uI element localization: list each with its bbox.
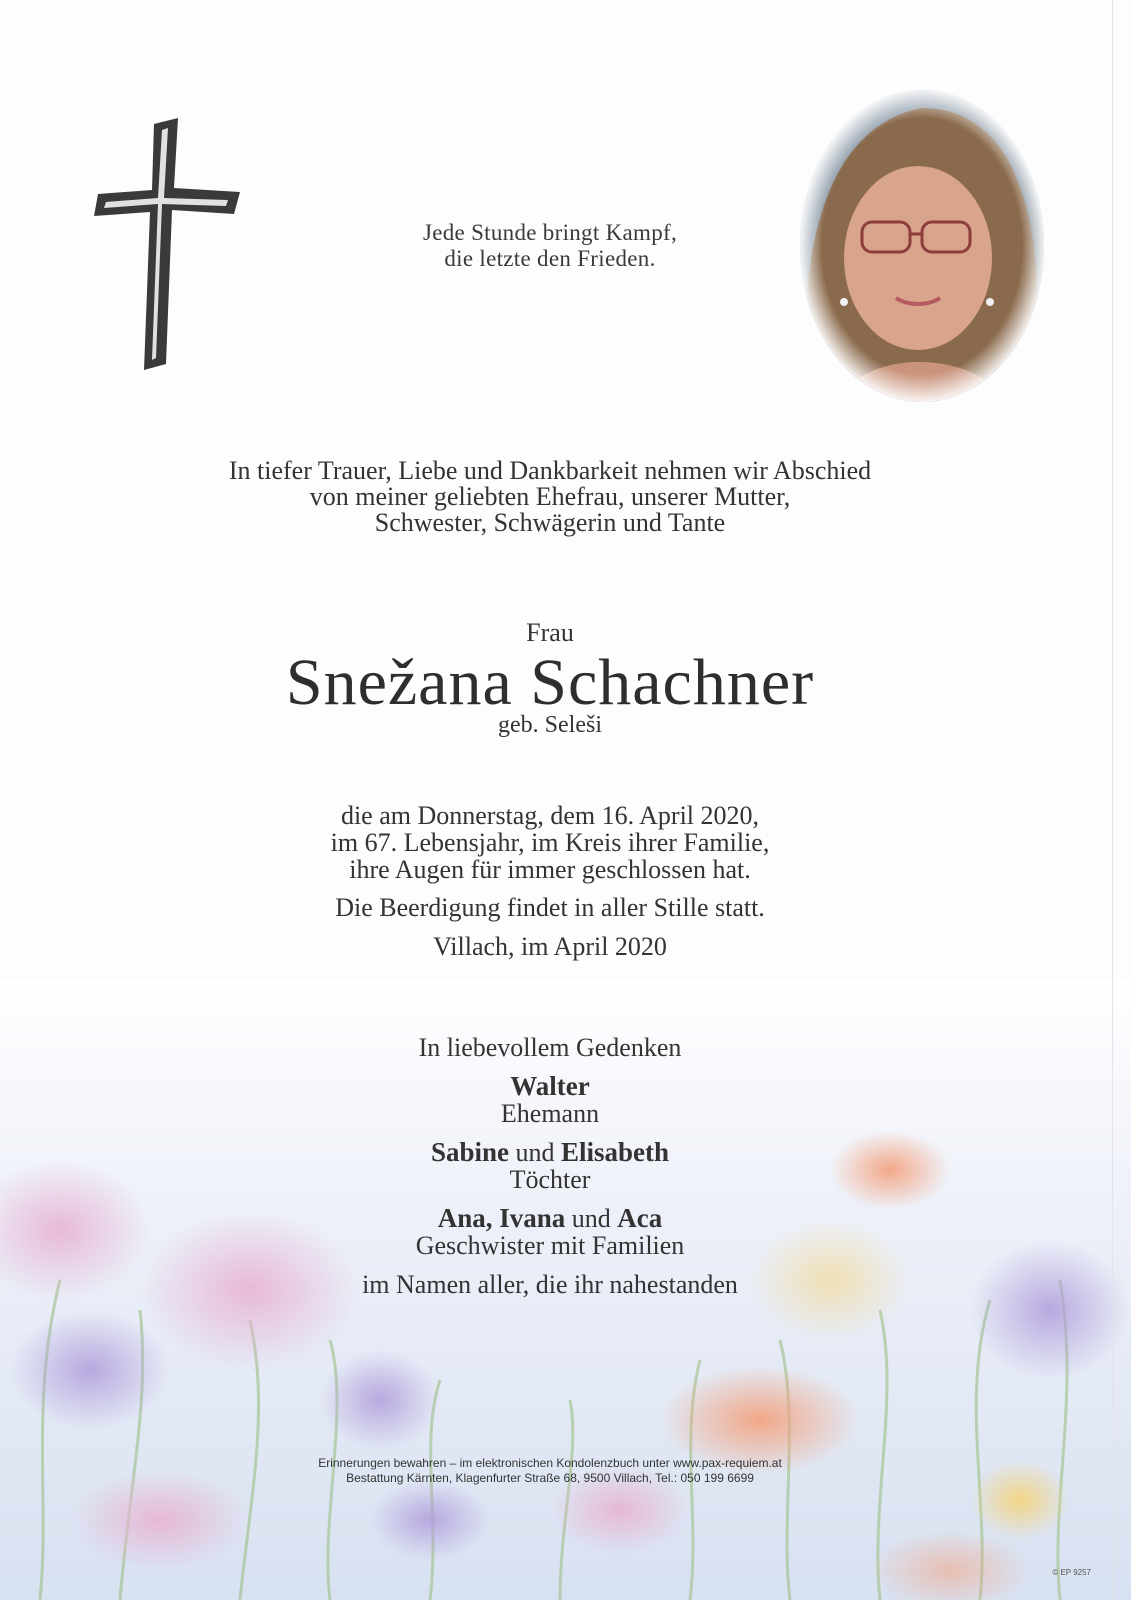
death-line-1: die am Donnerstag, dem 16. April 2020, <box>340 801 760 830</box>
sibling-3-name: Aca <box>617 1203 663 1233</box>
footer-condolence-line: Erinnerungen bewahren – im elektronischen Kondolenzbuch unter www.pax-requiem.at <box>318 1456 782 1470</box>
daughters-role: Töchter <box>509 1165 591 1194</box>
burial-note: Die Beerdigung findet in aller Stille statt. <box>335 893 765 922</box>
mourners-heading: In liebevollem Gedenken <box>418 1033 682 1062</box>
daughter-2-name: Elisabeth <box>561 1137 670 1167</box>
closing-line: im Namen aller, die ihr nahestanden <box>362 1270 738 1299</box>
sibling-1-name: Ana <box>437 1203 486 1233</box>
template-code: © EP 9257 <box>1052 1568 1091 1577</box>
husband-role: Ehemann <box>500 1099 600 1128</box>
page-edge-line <box>1112 0 1113 1600</box>
intro-line-2: von meiner geliebten Ehefrau, unserer Mutter, <box>309 482 791 511</box>
death-line-2: im 67. Lebensjahr, im Kreis ihrer Familie, <box>330 828 770 857</box>
sibling-2-name: Ivana <box>499 1203 566 1233</box>
motto-line-1: Jede Stunde bringt Kampf, <box>422 220 678 245</box>
intro-line-3: Schwester, Schwägerin und Tante <box>374 508 726 537</box>
separator: , <box>485 1203 500 1233</box>
motto <box>150 220 950 272</box>
conjunction: und <box>509 1138 561 1167</box>
footer-address-line: Bestattung Kärnten, Klagenfurter Straße 68, 9500 Villach, Tel.: 050 199 6699 <box>346 1471 754 1485</box>
husband-name: Walter <box>510 1071 590 1101</box>
maiden-name: geb. Seleši <box>498 712 602 738</box>
daughters-names <box>0 1139 1100 1166</box>
footer <box>200 1456 900 1486</box>
mourners-list <box>0 1034 1100 1298</box>
conjunction: und <box>565 1204 618 1233</box>
siblings-role: Geschwister mit Familien <box>415 1231 685 1260</box>
siblings-names <box>0 1205 1100 1232</box>
motto-line-2: die letzte den Frieden. <box>444 246 656 271</box>
daughter-1-name: Sabine <box>430 1137 509 1167</box>
place-date: Villach, im April 2020 <box>433 932 667 961</box>
intro-line-1: In tiefer Trauer, Liebe und Dankbarkeit nehmen wir Abschied <box>228 456 872 485</box>
death-line-3: ihre Augen für immer geschlossen hat. <box>349 855 751 884</box>
death-notice <box>0 802 1100 883</box>
salutation: Frau <box>526 618 574 647</box>
intro-text <box>0 458 1100 536</box>
deceased-name: Snežana Schachner <box>285 646 815 719</box>
